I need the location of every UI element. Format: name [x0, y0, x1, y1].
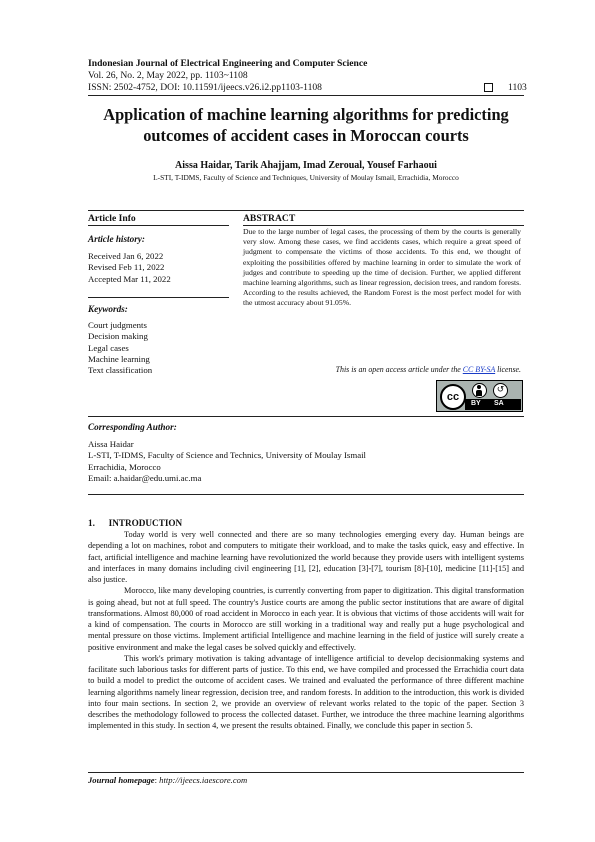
paper-title: Application of machine learning algorithms for predicting outcomes of accident cases in Moroccan courts [103, 105, 509, 145]
authors: Aissa Haidar, Tarik Ahajjam, Imad Zeroual, Yousef Farhaoui [175, 160, 437, 171]
history-revised: Revised Feb 11, 2022 [88, 262, 165, 273]
intro-paragraph: This work's primary motivation is taking advantage of intelligence artificial to develop decisionmaking systems and facilitate such laborious tasks for different parts of justice. To this end, we have compiled and processed the Errachidia court data to build a model to predict the outcome of accident cases. We trained and evaluated the performance of three different machine learning algorithms namely linear regression, decision tree, and random forests. In addition to the introduction, this work is divided into four main sections. In section 2, we provide an overview of relevant works related to the topic of the paper. Section 3 describes the methodology followed to process the collected dataset. Further, we introduce the three machine learning algorithms implemented in this study. In section 4, we present the results obtained. Finally, we conclude this paper in section 5. [88, 653, 524, 731]
abstract-text: Due to the large number of legal cases, the processing of them by the courts is generally very slow. Among these cases, we find accidents cases, which require a great speed of judgment to compensate the victims of those accidents. To this end, we thought of exploiting the possibilities offered by machine learning in order to simulate the work of judges and contribute to speeding up the time of decision. Further, we applied different machine learning algorithms, such as linear regression, decision trees, and random forests. According to the results achieved, the Random Forest is the most perfect model for with the utmost accuracy about 91.05%. [243, 227, 521, 308]
license-line [300, 365, 521, 374]
keywords-list [88, 320, 152, 376]
keyword-item: Text classification [88, 365, 153, 376]
author-location: Errachidia, Morocco [88, 461, 161, 472]
keywords-heading: Keywords: [88, 304, 128, 314]
person-icon [472, 383, 487, 398]
intro-paragraph: Morocco, like many developing countries, is currently converting from paper to digitization. This digital transformation is going ahead, but not at full speed. The country's Justice courts are among the public sector institutions that are aware of digital transformations. Almost 80,000 of road accident in Morocco in each year. It is obvious that victims of those accidents will wait for a kind of compensation. The courts in Morocco are still working in a traditional way and really put a huge psychological and mental pressure on those victims. Implement artificial Intelligence and machine learning in the field of justice will surely create a positive environment and make the legal cases be solved quickly and effectively. [88, 586, 524, 652]
author-email[interactable]: Email: a.haidar@edu.umi.ac.ma [88, 472, 202, 483]
corresponding-block [88, 439, 366, 484]
abstract-heading: ABSTRACT [243, 213, 296, 224]
share-alike-icon: ↺ [493, 383, 508, 398]
footer [88, 775, 247, 785]
abstract-rule [243, 225, 524, 226]
journal-name: Indonesian Journal of Electrical Engineering and Computer Science [88, 58, 368, 69]
cc-icon: cc [440, 384, 466, 410]
info-left-rule [88, 225, 229, 226]
issn-line: ISSN: 2502-4752, DOI: 10.11591/ijeecs.v26.i2.pp1103-1108 [88, 82, 322, 93]
history-heading: Article history: [88, 234, 145, 244]
square-icon [484, 83, 493, 92]
journal-homepage-link[interactable]: http://ijeecs.iaescore.com [159, 775, 248, 785]
license-post: license. [495, 365, 521, 374]
keyword-item: Court judgments [88, 320, 147, 330]
info-top-rule [88, 210, 524, 211]
footer-sep: : [154, 775, 160, 785]
keyword-item: Legal cases [88, 342, 129, 353]
author-affiliation: L-STI, T-IDMS, Faculty of Science and Technics, University of Moulay Ismail [88, 450, 366, 461]
affiliation: L-STI, T-IDMS, Faculty of Science and Techniques, University of Moulay Ismail, Errachidia, Morocco [153, 173, 459, 182]
corresponding-bottom-rule [88, 494, 524, 495]
history-list [88, 251, 171, 285]
author-name: Aissa Haidar [88, 439, 134, 449]
corresponding-heading: Corresponding Author: [88, 422, 177, 432]
intro-paragraph: Today world is very well connected and there are so many technologies emerging every day. Human beings are depending a lot on machines, robot and computers to mitigate their workload, and to make the tasks quick, easy and effective. In fact, artificial intelligence and machine learning have revolutionized the world because they provide users with intelligent systems and interfaces in many domains including civil engineering [1], [2], education [3]-[7], tourism [8]-[10], medicine [11]-[15] and also justice. [88, 530, 524, 584]
by-label: BY [471, 400, 481, 407]
section-heading-introduction: 1. INTRODUCTION [88, 518, 183, 528]
introduction-body [88, 529, 524, 732]
header-rule [88, 95, 524, 96]
cc-by-sa-logo[interactable] [436, 380, 523, 412]
history-accepted: Accepted Mar 11, 2022 [88, 273, 171, 284]
page-number: 1103 [508, 82, 527, 93]
footer-label: Journal homepage [88, 775, 155, 785]
corresponding-top-rule [88, 416, 524, 417]
sa-label: SA [494, 400, 504, 407]
article-info-heading: Article Info [88, 213, 136, 224]
keywords-rule [88, 297, 229, 298]
history-received: Received Jan 6, 2022 [88, 251, 164, 261]
license-pre: This is an open access article under the [335, 365, 463, 374]
volume-line: Vol. 26, No. 2, May 2022, pp. 1103~1108 [88, 70, 248, 81]
keyword-item: Decision making [88, 331, 148, 342]
footer-rule [88, 772, 524, 773]
keyword-item: Machine learning [88, 353, 150, 364]
license-link[interactable]: CC BY-SA [462, 365, 496, 374]
